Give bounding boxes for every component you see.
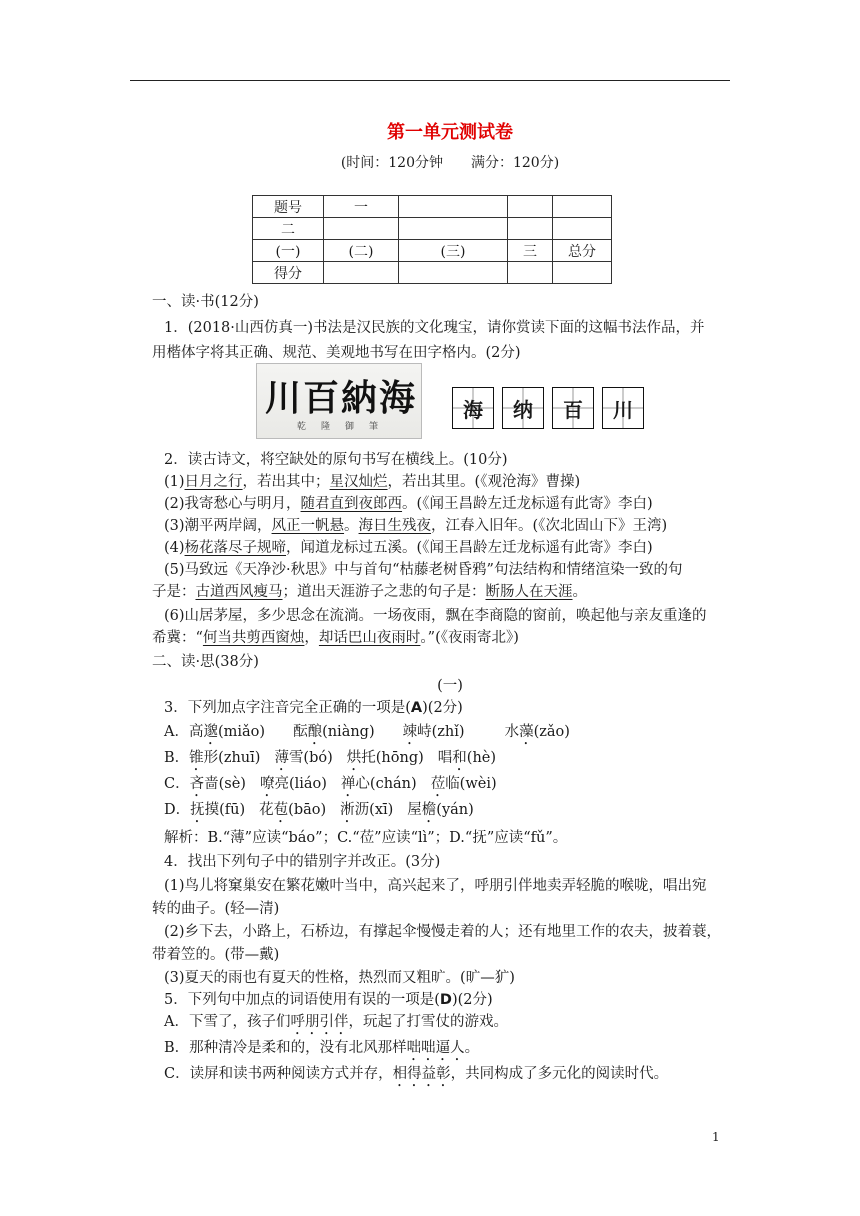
question-2-item-5-line-1: (5)马致远《天净沙·秋思》中与首句“枯藤老树昏鸦”句法结构和情绪渲染一致的句 <box>164 562 683 578</box>
table-row <box>253 240 612 262</box>
section-heading-1: 一、读·书(12分) <box>152 294 259 310</box>
question-4-item-1-line-1: (1)鸟儿将窠巢安在繁花嫩叶当中，高兴起来了，呼朋引伴地卖弄轻脆的喉咙，唱出宛 <box>164 878 707 894</box>
question-4-item-1-line-2: 转的曲子。(轻—清) <box>152 901 280 917</box>
table-cell <box>324 262 399 284</box>
table-cell: (三) <box>399 240 508 262</box>
table-cell: 二 <box>253 218 324 240</box>
question-3-analysis: 解析：B.“薄”应读“báo”；C.“莅”应读“lì”；D.“抚”应读“fǔ”。 <box>164 830 568 846</box>
question-5-option-b: B．那种清冷是柔和的，没有北风那样咄咄逼人。 <box>164 1040 480 1056</box>
option-b: B．锥形(zhuī) 薄雪(bó) 烘托(hōng) 唱和(hè) <box>164 750 497 766</box>
answer-mark: D <box>439 992 452 1008</box>
table-cell: 三 <box>508 240 553 262</box>
question-2-item-6-line-2: 希冀：“何当共剪西窗烛，却话巴山夜雨时。”(《夜雨寄北》) <box>152 630 519 646</box>
table-cell <box>399 262 508 284</box>
question-4-item-2-line-1: (2)乡下去，小路上，石桥边，有撑起伞慢慢走着的人；还有地里工作的农夫，披着蓑， <box>164 924 722 940</box>
calligraphy-image <box>256 363 422 439</box>
score-table <box>252 195 612 284</box>
tianzige-cell: 百 <box>552 387 594 429</box>
question-1-line-2: 用楷体字将其正确、规范、美观地书写在田字格内。(2分) <box>152 345 521 361</box>
question-5-option-c: C．读屏和读书两种阅读方式并存，相得益彰，共同构成了多元化的阅读时代。 <box>164 1066 669 1082</box>
answer-mark: A <box>410 700 423 716</box>
table-cell: 题号 <box>253 196 324 218</box>
page-title: 第一单元测试卷 <box>387 122 513 143</box>
calligraphy-text: 川百納海 <box>265 377 418 419</box>
part-label: (一) <box>437 678 463 694</box>
table-cell <box>508 196 553 218</box>
table-cell: (二) <box>324 240 399 262</box>
section-heading-2: 二、读·思(38分) <box>152 654 259 670</box>
question-5-option-a: A．下雪了，孩子们呼朋引伴，玩起了打雪仗的游戏。 <box>164 1014 508 1030</box>
table-cell <box>508 218 553 240</box>
table-cell <box>553 218 612 240</box>
question-4-item-3: (3)夏天的雨也有夏天的性格，热烈而又粗旷。(旷—犷) <box>164 970 515 986</box>
table-cell <box>324 218 399 240</box>
question-2-item-1: (1)日月之行，若出其中；星汉灿烂，若出其里。(《观沧海》曹操) <box>164 474 581 490</box>
question-2-item-5-line-2: 子是：古道西风瘦马；道出天涯游子之悲的句子是：断肠人在天涯。 <box>152 584 587 600</box>
table-cell <box>553 262 612 284</box>
table-cell <box>399 218 508 240</box>
question-1-line-1: 1．(2018·山西仿真一)书法是汉民族的文化瑰宝，请你赏读下面的这幅书法作品，并 <box>164 320 705 336</box>
table-cell <box>553 196 612 218</box>
question-2-item-4: (4)杨花落尽子规啼，闻道龙标过五溪。(《闻王昌龄左迁龙标遥有此寄》李白) <box>164 540 653 556</box>
question-2-item-6-line-1: (6)山居茅屋，多少思念在流淌。一场夜雨，飘在李商隐的窗前，唤起他与亲友重逢的 <box>164 608 707 624</box>
table-cell <box>399 196 508 218</box>
question-4-item-2-line-2: 带着笠的。(带—戴) <box>152 947 280 963</box>
calligraphy-seal: 乾 隆 御 筆 <box>297 422 382 432</box>
page-subtitle: (时间：120分钟 满分：120分) <box>340 155 560 171</box>
page-number: 1 <box>712 1130 720 1144</box>
question-2-item-3: (3)潮平两岸阔，风正一帆悬。海日生残夜，江春入旧年。(《次北固山下》王湾) <box>164 518 668 534</box>
table-cell: 得分 <box>253 262 324 284</box>
option-c: C．吝啬(sè) 嘹亮(liáo) 禅心(chán) 莅临(wèi) <box>164 776 497 792</box>
table-row <box>253 262 612 284</box>
option-d: D．抚摸(fū) 花苞(bāo) 淅沥(xī) 屋檐(yán) <box>164 802 474 818</box>
table-cell: 总分 <box>553 240 612 262</box>
question-2-item-2: (2)我寄愁心与明月，随君直到夜郎西。(《闻王昌龄左迁龙标遥有此寄》李白) <box>164 496 653 512</box>
header-rule <box>130 80 730 81</box>
tianzige-cell: 纳 <box>502 387 544 429</box>
table-row <box>253 196 612 218</box>
table-cell: (一) <box>253 240 324 262</box>
question-2-head: 2．读古诗文，将空缺处的原句书写在横线上。(10分) <box>164 452 508 468</box>
tianzige-cell: 川 <box>602 387 644 429</box>
option-a: A．高邈(miǎo) 酝酿(niàng) 竦峙(zhǐ) 水藻(zǎo) <box>164 724 570 740</box>
table-cell: 一 <box>324 196 399 218</box>
table-cell <box>508 262 553 284</box>
tianzige-cell: 海 <box>452 387 494 429</box>
table-row <box>253 218 612 240</box>
question-5-head: 5．下列句中加点的词语使用有误的一项是(D)(2分) <box>164 992 493 1008</box>
question-4-head: 4．找出下列句子中的错别字并改正。(3分) <box>164 854 441 870</box>
tianzige-grid <box>452 387 652 433</box>
question-3-head: 3．下列加点字注音完全正确的一项是(A)(2分) <box>164 700 463 716</box>
